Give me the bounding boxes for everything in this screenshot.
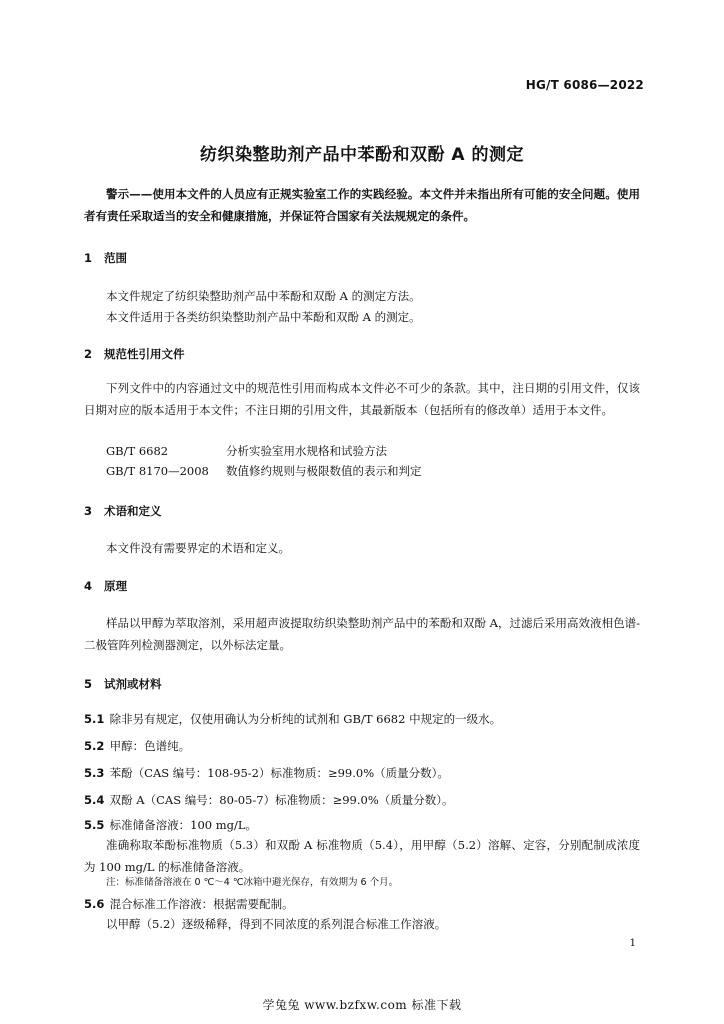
clause-5-6-paragraph: 以甲醇（5.2）逐级稀释，得到不同浓度的系列混合标准工作溶液。 [106, 917, 447, 931]
clause-text: 除非另有规定，仅使用确认为分析纯的试剂和 GB/T 6682 中规定的一级水。 [109, 712, 502, 726]
section-heading-principle [84, 578, 127, 594]
clause-5-5-paragraph: 准确称取苯酚标准物质（5.3）和双酚 A 标准物质（5.4），用甲醇（5.2）溶解、定容，分别配制成浓度为 100 mg/L 的标准储备溶液。 [84, 838, 640, 874]
clause-5-6 [84, 893, 640, 915]
clause-number: 5.4 [84, 793, 105, 807]
clause-text: 混合标准工作溶液：根据需要配制。 [109, 897, 294, 911]
section-heading-reagents [84, 676, 162, 692]
clause-5-5 [84, 814, 640, 836]
reference-title: 分析实验室用水规格和试验方法 [226, 444, 387, 458]
clause-number: 5.6 [84, 897, 105, 911]
clause-number: 5.1 [84, 712, 105, 726]
references-paragraph: 下列文件中的内容通过文中的规范性引用而构成本文件必不可少的条款。其中，注日期的引用文件，仅该日期对应的版本适用于本文件；不注日期的引用文件，其最新版本（包括所有的修改单）适用于本文件。 [84, 381, 640, 417]
reference-code: GB/T 6682 [106, 444, 169, 458]
section-number: 5 [84, 677, 93, 691]
section-title: 范围 [104, 251, 127, 265]
principle-paragraph: 样品以甲醇为萃取溶剂，采用超声波提取纺织染整助剂产品中的苯酚和双酚 A，过滤后采用高效液相色谱-二极管阵列检测器测定，以外标法定量。 [84, 616, 640, 652]
scope-paragraph-2: 本文件适用于各类纺织染整助剂产品中苯酚和双酚 A 的测定。 [106, 310, 421, 324]
section-title: 术语和定义 [104, 504, 162, 518]
clause-5-2 [84, 735, 640, 757]
clause-number: 5.5 [84, 818, 105, 832]
section-number: 1 [84, 251, 93, 265]
section-number: 3 [84, 504, 93, 518]
reference-code: GB/T 8170—2008 [106, 464, 209, 478]
document-code: HG/T 6086—2022 [525, 78, 644, 92]
section-heading-normative-references [84, 346, 185, 362]
watermark-footer: 学兔兔 www.bzfxw.com 标准下载 [262, 998, 462, 1012]
clause-5-5-note: 注：标准储备溶液在 0 ℃～4 ℃冰箱中避光保存，有效期为 6 个月。 [106, 877, 399, 888]
clause-number: 5.3 [84, 766, 105, 780]
page-number: 1 [629, 938, 636, 949]
warning-paragraph: 警示——使用本文件的人员应有正规实验室工作的实践经验。本文件并未指出所有可能的安全问题。使用者有责任采取适当的安全和健康措施，并保证符合国家有关法规规定的条件。 [84, 187, 640, 223]
terms-paragraph: 本文件没有需要界定的术语和定义。 [106, 541, 290, 555]
clause-5-4 [84, 789, 640, 811]
clause-text: 双酚 A（CAS 编号：80-05-7）标准物质：≥99.0%（质量分数）。 [109, 793, 454, 807]
clause-number: 5.2 [84, 739, 105, 753]
scope-paragraph-1: 本文件规定了纺织染整助剂产品中苯酚和双酚 A 的测定方法。 [106, 289, 421, 303]
section-heading-scope [84, 250, 127, 266]
document-title: 纺织染整助剂产品中苯酚和双酚 A 的测定 [200, 145, 524, 165]
clause-5-3 [84, 762, 640, 784]
clause-text: 甲醇：色谱纯。 [109, 739, 191, 753]
clause-text: 标准储备溶液：100 mg/L。 [109, 818, 258, 832]
clause-text: 苯酚（CAS 编号：108-95-2）标准物质：≥99.0%（质量分数）。 [109, 766, 449, 780]
reference-title: 数值修约规则与极限数值的表示和判定 [226, 464, 422, 478]
section-title: 试剂或材料 [104, 677, 162, 691]
section-number: 4 [84, 579, 93, 593]
section-title: 原理 [104, 579, 127, 593]
reference-item [106, 463, 422, 479]
reference-item [106, 443, 387, 459]
section-heading-terms [84, 503, 162, 519]
section-number: 2 [84, 347, 93, 361]
section-title: 规范性引用文件 [104, 347, 185, 361]
clause-5-1 [84, 708, 640, 730]
